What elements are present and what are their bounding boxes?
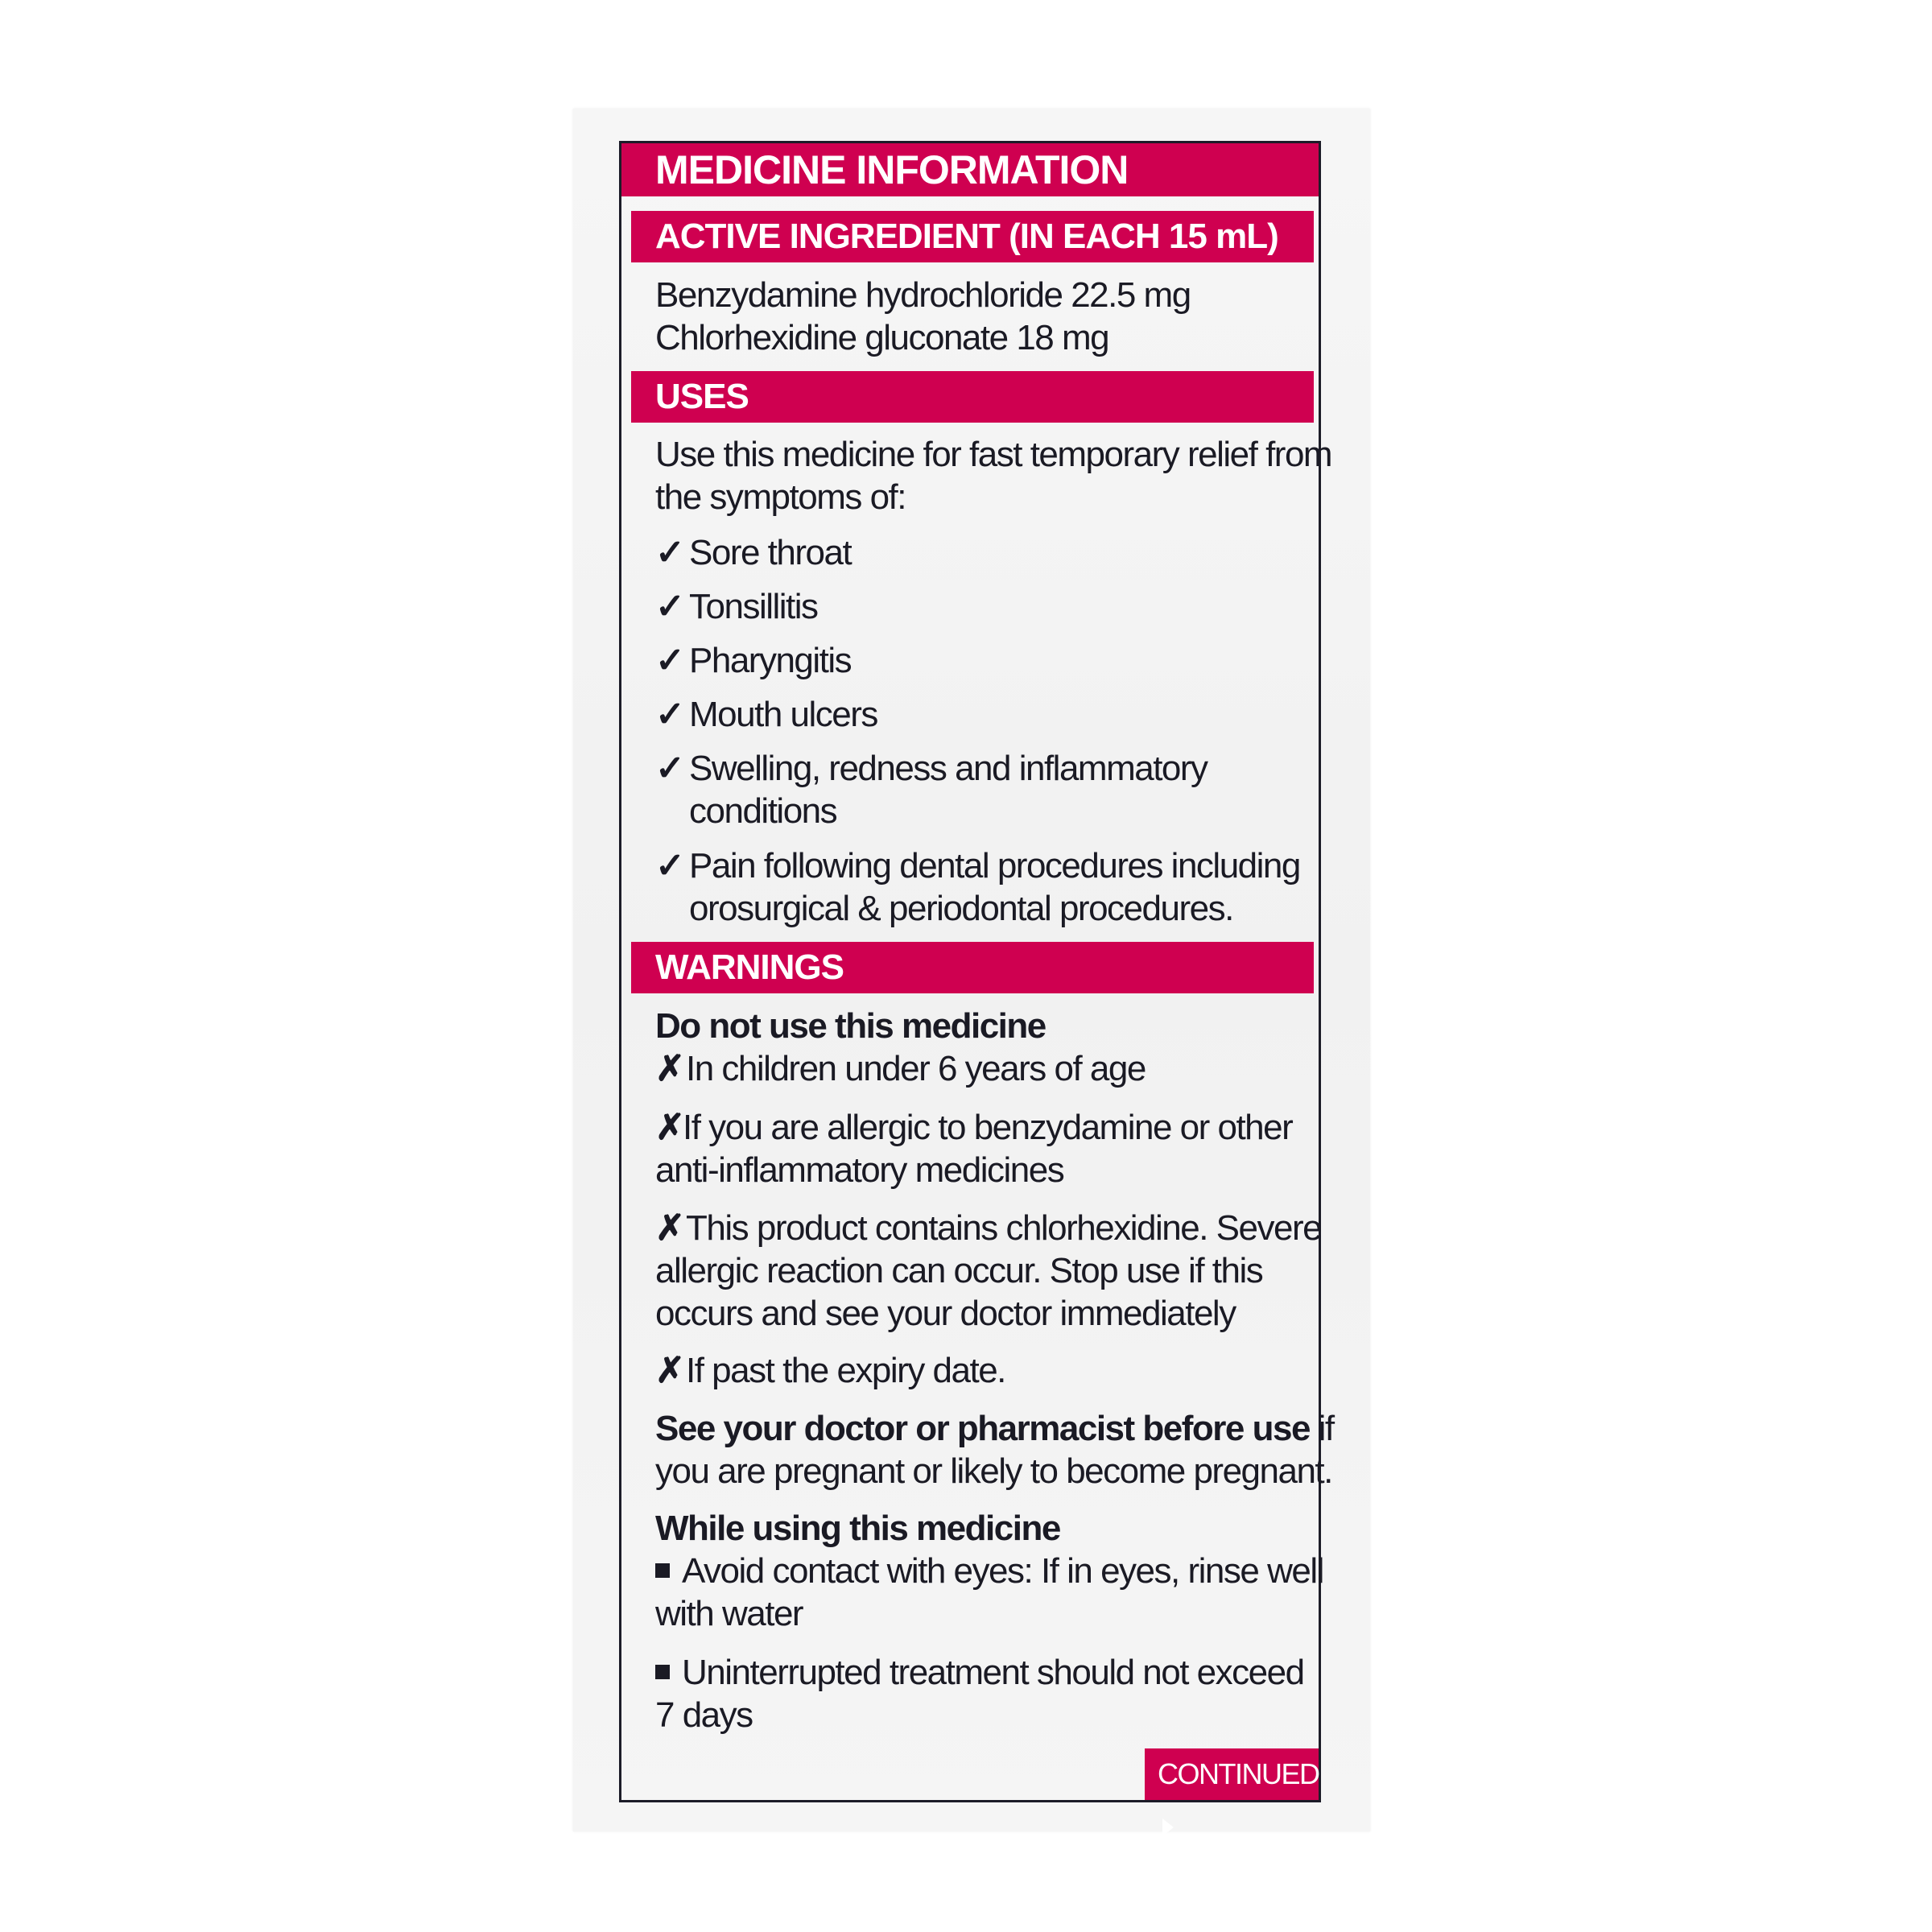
cross-icon: ✗ bbox=[655, 1351, 684, 1390]
list-item: ✓ Mouth ulcers bbox=[655, 695, 877, 734]
list-item: ✓ Pain following dental procedures including bbox=[655, 846, 1300, 886]
cross-icon: ✗ bbox=[655, 1049, 684, 1088]
medicine-information-panel bbox=[619, 141, 1334, 1802]
uses-intro: the symptoms of: bbox=[655, 477, 906, 517]
list-item-continuation: occurs and see your doctor immediately bbox=[655, 1294, 1236, 1333]
list-item-continuation: conditions bbox=[689, 791, 837, 831]
list-item-continuation: orosurgical & periodontal procedures. bbox=[689, 889, 1233, 928]
cross-icon: ✗ bbox=[655, 1208, 684, 1248]
check-icon: ✓ bbox=[655, 846, 684, 886]
warnings-heading: WARNINGS bbox=[631, 942, 1314, 993]
uses-heading: USES bbox=[631, 371, 1314, 423]
list-item: ✗If past the expiry date. bbox=[655, 1351, 1005, 1390]
list-item: Avoid contact with eyes: If in eyes, rinse well bbox=[655, 1550, 1323, 1592]
check-icon: ✓ bbox=[655, 587, 684, 626]
list-item-continuation: 7 days bbox=[655, 1695, 753, 1735]
bullet-square-icon bbox=[655, 1665, 670, 1679]
check-icon: ✓ bbox=[655, 641, 684, 680]
active-ingredient-heading: ACTIVE INGREDIENT (IN EACH 15 mL) bbox=[631, 211, 1314, 262]
list-item: ✓ Pharyngitis bbox=[655, 641, 852, 680]
ingredient-line: Chlorhexidine gluconate 18 mg bbox=[655, 318, 1109, 357]
list-item: ✗This product contains chlorhexidine. Severe bbox=[655, 1208, 1322, 1248]
uses-intro: Use this medicine for fast temporary relief from bbox=[655, 435, 1332, 474]
bullet-square-icon bbox=[655, 1563, 670, 1578]
check-icon: ✓ bbox=[655, 749, 684, 788]
do-not-use-heading: Do not use this medicine bbox=[655, 1006, 1046, 1046]
list-item: Uninterrupted treatment should not exceed bbox=[655, 1651, 1304, 1694]
list-item: ✗If you are allergic to benzydamine or other bbox=[655, 1108, 1293, 1147]
see-doctor-note-continuation: you are pregnant or likely to become pregnant. bbox=[655, 1451, 1332, 1491]
list-item-continuation: anti-inflammatory medicines bbox=[655, 1150, 1064, 1190]
arrow-right-icon bbox=[1162, 1818, 1174, 1836]
list-item: ✓ Tonsillitis bbox=[655, 587, 818, 626]
list-item: ✗In children under 6 years of age bbox=[655, 1049, 1146, 1088]
list-item-continuation: with water bbox=[655, 1594, 803, 1633]
while-using-heading: While using this medicine bbox=[655, 1509, 1060, 1548]
cross-icon: ✗ bbox=[655, 1108, 684, 1147]
list-item: ✓ Sore throat bbox=[655, 533, 852, 572]
see-doctor-note: See your doctor or pharmacist before use if bbox=[655, 1409, 1334, 1448]
medicine-information-title: MEDICINE INFORMATION bbox=[621, 143, 1319, 196]
list-item: ✓ Swelling, redness and inflammatory bbox=[655, 749, 1208, 788]
check-icon: ✓ bbox=[655, 533, 684, 572]
continued-label: CONTINUED bbox=[1145, 1748, 1319, 1800]
ingredient-line: Benzydamine hydrochloride 22.5 mg bbox=[655, 275, 1191, 315]
list-item-continuation: allergic reaction can occur. Stop use if this bbox=[655, 1251, 1263, 1290]
check-icon: ✓ bbox=[655, 695, 684, 734]
